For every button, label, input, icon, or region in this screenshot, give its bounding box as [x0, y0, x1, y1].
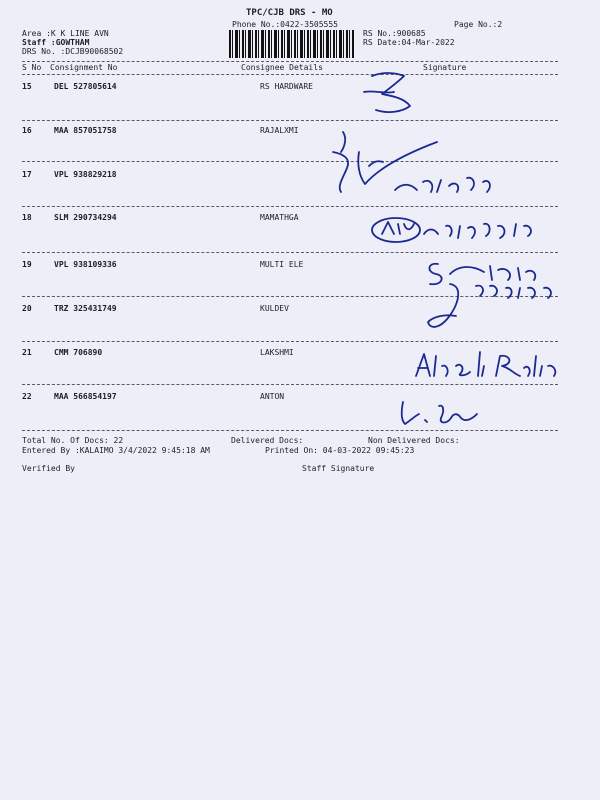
row-consignee: LAKSHMI — [260, 348, 294, 357]
row-divider — [22, 430, 558, 431]
signature-row-19-20 — [410, 258, 570, 336]
row-divider — [22, 206, 558, 207]
non-delivered-docs: Non Delivered Docs: — [368, 436, 460, 445]
entered-by: Entered By :KALAIMO 3/4/2022 9:45:18 AM — [22, 446, 210, 455]
row-serial: 20 — [22, 304, 32, 313]
signature-row-22 — [395, 396, 485, 430]
signature-row-18 — [370, 210, 550, 248]
row-consignee: ANTON — [260, 392, 285, 401]
signature-row-21 — [410, 348, 560, 384]
row-serial: 19 — [22, 260, 32, 269]
row-consignment: CMM 706890 — [54, 348, 103, 357]
row-consignment: VPL 938829218 — [54, 170, 117, 179]
rs-number: RS No.:900685 — [363, 29, 426, 38]
row-consignment: MAA 857051758 — [54, 126, 117, 135]
row-serial: 16 — [22, 126, 32, 135]
row-consignment: SLM 290734294 — [54, 213, 117, 222]
verified-by-label: Verified By — [22, 464, 75, 473]
row-consignee: MULTI ELE — [260, 260, 304, 269]
row-divider — [22, 384, 558, 385]
signature-row-15 — [360, 70, 420, 120]
row-serial: 15 — [22, 82, 32, 91]
row-divider — [22, 252, 558, 253]
row-serial: 21 — [22, 348, 32, 357]
row-serial: 18 — [22, 213, 32, 222]
row-divider — [22, 341, 558, 342]
row-serial: 22 — [22, 392, 32, 401]
total-docs: Total No. Of Docs: 22 — [22, 436, 124, 445]
row-consignment: DEL 527805614 — [54, 82, 117, 91]
rs-date: RS Date:04-Mar-2022 — [363, 38, 455, 47]
header-rule-bottom — [22, 74, 558, 75]
column-header-consignment: Consignment No — [50, 63, 118, 72]
staff-label: Staff :GOWTHAM — [22, 38, 90, 47]
row-consignment: VPL 938109336 — [54, 260, 117, 269]
area-label: Area :K K LINE AVN — [22, 29, 109, 38]
printed-on: Printed On: 04-03-2022 09:45:23 — [265, 446, 415, 455]
staff-signature-label: Staff Signature — [302, 464, 375, 473]
row-consignee: KULDEV — [260, 304, 289, 313]
page-number: Page No.:2 — [454, 20, 503, 29]
document-title: TPC/CJB DRS - MO — [246, 8, 333, 18]
delivered-docs: Delivered Docs: — [231, 436, 304, 445]
row-divider — [22, 120, 558, 121]
column-header-consignee: Consignee Details — [241, 63, 323, 72]
row-consignee: RAJALXMI — [260, 126, 299, 135]
row-consignee: RS HARDWARE — [260, 82, 313, 91]
row-serial: 17 — [22, 170, 32, 179]
phone-number: Phone No.:0422-3505555 — [232, 20, 338, 29]
row-consignee: MAMATHGA — [260, 213, 299, 222]
column-header-signature: Signature — [423, 63, 467, 72]
column-header-s-no: S No — [22, 63, 42, 72]
row-consignment: MAA 566854197 — [54, 392, 117, 401]
row-consignment: TRZ 325431749 — [54, 304, 117, 313]
barcode-image — [229, 30, 354, 58]
signature-row-16-17 — [325, 128, 535, 203]
drs-number: DRS No. :DCJB90068502 — [22, 47, 124, 56]
header-rule-top — [22, 61, 558, 62]
